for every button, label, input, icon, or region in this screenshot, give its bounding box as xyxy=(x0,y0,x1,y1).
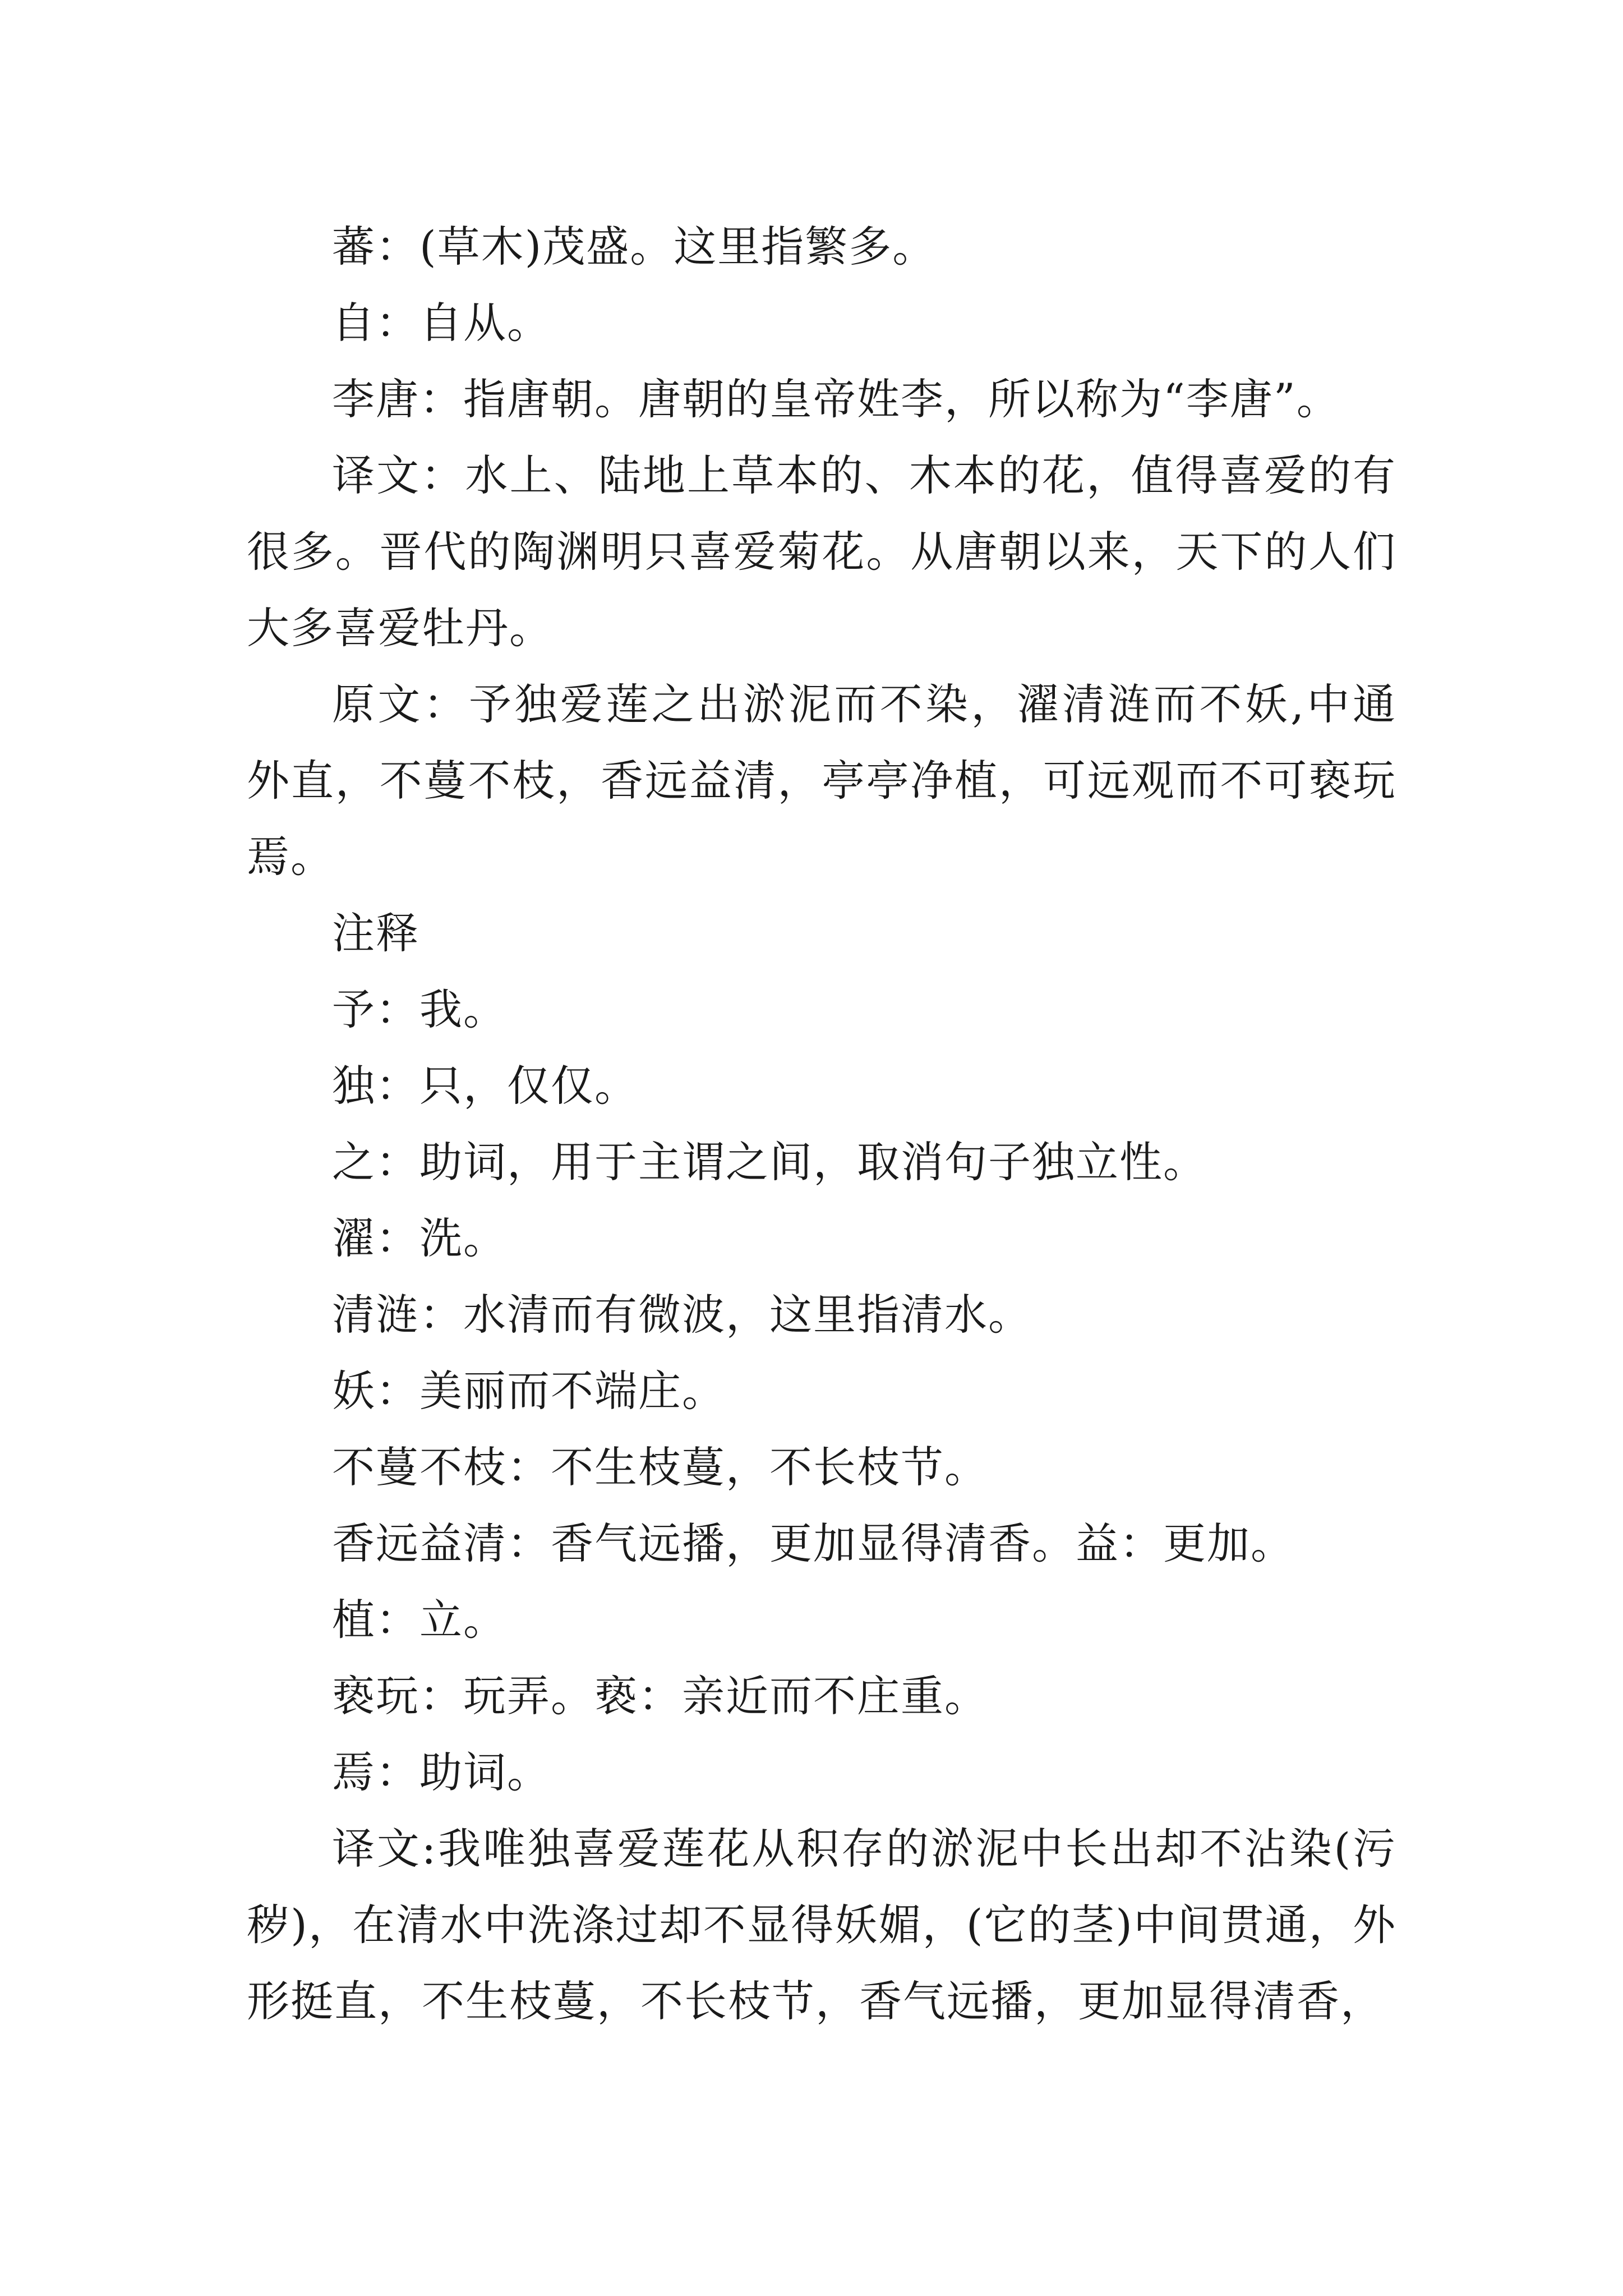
annotations-heading: 注释 xyxy=(332,908,419,958)
translation-paragraph-1: 译文：水上、陆地上草本的、木本的花，值得喜爱的有很多。晋代的陶渊明只喜爱菊花。从唐朝以来，天下的人们大多喜爱牡丹。 xyxy=(247,450,1396,653)
note-zhi-stand: 植：立。 xyxy=(332,1595,507,1645)
note-li-tang: 李唐：指唐朝。唐朝的皇帝姓李，所以称为“李唐”。 xyxy=(332,374,1340,424)
note-fan: 蕃：(草木)茂盛。这里指繁多。 xyxy=(332,222,937,272)
note-zi: 自：自从。 xyxy=(332,298,551,348)
note-yu: 予：我。 xyxy=(332,984,507,1034)
original-text-paragraph: 原文：予独爱莲之出淤泥而不染，濯清涟而不妖,中通外直，不蔓不枝，香远益清，亭亭净植，可远观而不可亵玩焉。 xyxy=(247,679,1396,882)
note-yao: 妖：美丽而不端庄。 xyxy=(332,1366,726,1416)
note-du: 独：只，仅仅。 xyxy=(332,1061,638,1111)
document-body xyxy=(247,209,1396,2040)
note-qing-lian: 清涟：水清而有微波，这里指清水。 xyxy=(332,1290,1032,1340)
note-zhuo: 濯：洗。 xyxy=(332,1213,507,1263)
translation-paragraph-2: 译文:我唯独喜爱莲花从积存的淤泥中长出却不沾染(污秽)，在清水中洗涤过却不显得妖媚，(它的茎)中间贯通，外形挺直，不生枝蔓，不长枝节，香气远播，更加显得清香， xyxy=(247,1824,1396,2026)
note-xie-wan: 亵玩：玩弄。亵：亲近而不庄重。 xyxy=(332,1671,988,1721)
note-bu-man-bu-zhi: 不蔓不枝：不生枝蔓，不长枝节。 xyxy=(332,1442,988,1492)
note-yan: 焉：助词。 xyxy=(332,1747,551,1797)
note-xiang-yuan-yi-qing: 香远益清：香气远播，更加显得清香。益：更加。 xyxy=(332,1519,1294,1568)
note-zhi-particle: 之：助词，用于主谓之间，取消句子独立性。 xyxy=(332,1137,1207,1187)
